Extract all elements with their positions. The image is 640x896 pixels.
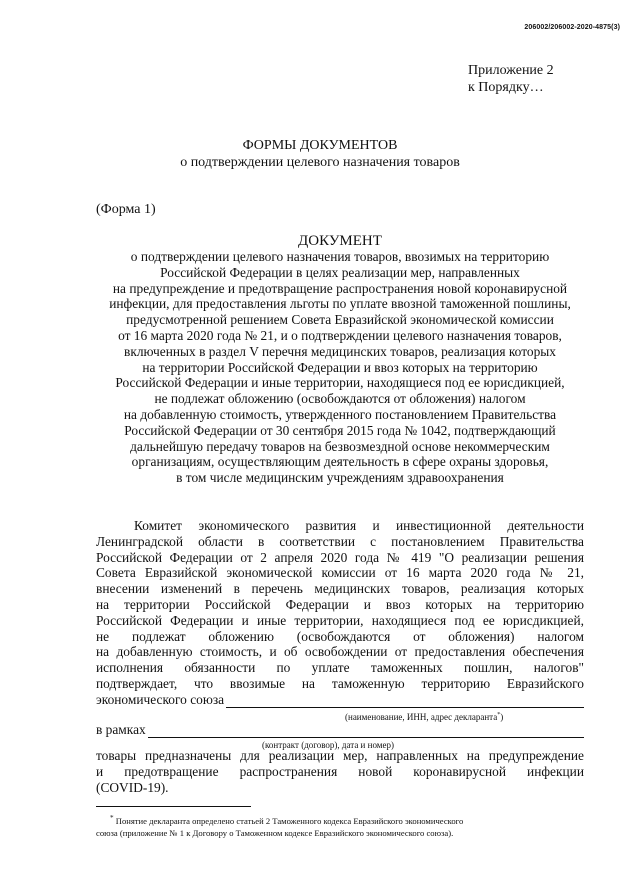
footnote-mark: * <box>497 712 501 718</box>
body-line: исполнения обязанности по уплате таможенных пошлин, налогов" <box>96 660 584 676</box>
forms-title-line-1: ФОРМЫ ДОКУМЕНТОВ <box>242 138 398 153</box>
footnote <box>96 812 588 839</box>
forms-title-line-2: о подтверждении целевого назначения товаров <box>180 155 460 170</box>
body-line: внесении изменений в перечень медицинских товаров, реализация которых <box>96 581 584 597</box>
footnote-asterisk: * <box>110 814 114 822</box>
subtitle-line: дальнейшую передачу товаров на безвозмездной основе некоммерческим <box>130 438 550 454</box>
body-line: Российской Федерации от 2 апреля 2020 года № 419 "О реализации решения <box>96 549 584 565</box>
union-label: экономического союза <box>96 692 225 707</box>
declarant-caption: (наименование, ИНН, адрес декларанта*) <box>345 712 504 722</box>
body-line: Комитет экономического развития и инвестиционной деятельности <box>134 518 584 533</box>
subtitle-line: Российской Федерации от 30 сентября 2015 года № 1042, подтверждающий <box>124 422 556 438</box>
body-line: на добавленную стоимость, и об освобождении от предоставления обеспечения <box>96 644 584 660</box>
body-line: Совета Евразийской экономической комиссии от 16 марта 2020 года № 21, <box>96 565 584 581</box>
subtitle-line: Российской Федерации и иные территории, находящиеся под ее юрисдикцией, <box>115 375 565 391</box>
subtitle-line: организациям, осуществляющим деятельность в сфере охраны здоровья, <box>131 454 549 470</box>
contract-fill-line[interactable] <box>148 724 584 738</box>
footnote-line-1: * Понятие декларанта определено статьей 2 Таможенного кодекса Евразийского экономического <box>110 814 464 826</box>
subtitle-line: не подлежат обложению (освобождаются от обложения) налогом <box>154 391 526 407</box>
annex-reference <box>468 62 554 96</box>
purpose-line: (COVID-19). <box>96 779 169 795</box>
subtitle-line: инфекции, для предоставления льготы по уплате ввозной таможенной пошлины, <box>109 296 571 312</box>
body-line: Ленинградской области в соответствии с постановлением Правительства <box>96 533 584 549</box>
body-line: подтверждает, что ввозимые на таможенную территорию Евразийского <box>96 675 584 691</box>
body-line: на территории Российской Федерации и ввоз которых на территорию <box>96 596 584 612</box>
subtitle-line: в том числе медицинским учреждениям здравоохранения <box>176 470 504 486</box>
contract-caption: (контракт (договор), дата и номер) <box>262 740 394 750</box>
purpose-line: и предотвращение распространения новой коронавирусной инфекции <box>96 763 584 779</box>
subtitle-line: на добавленную стоимость, утвержденного постановлением Правительства <box>123 406 557 422</box>
subtitle-line: Российской Федерации в целях реализации мер, направленных <box>160 264 520 280</box>
annex-line-2: к Порядку… <box>468 80 544 95</box>
footnote-line-2: союза (приложение № 1 к Договору о Таможенном кодексе Евразийского экономического союза). <box>96 827 454 838</box>
annex-line-1: Приложение 2 <box>468 63 554 78</box>
subtitle-line: от 16 марта 2020 года № 21, и о подтверждении целевого назначения товаров, <box>118 327 562 343</box>
subtitle-line: на предупреждение и предотвращение распространения новой коронавирусной <box>112 280 568 296</box>
document-heading: ДОКУМЕНТ <box>298 233 382 249</box>
contract-fill-row <box>96 722 584 738</box>
footnote-divider <box>96 806 251 807</box>
body-line: Российской Федерации и иные территории, находящиеся под ее юрисдикцией, <box>96 612 584 628</box>
subtitle-line: предусмотренной решением Совета Евразийской экономической комиссии <box>126 312 554 328</box>
purpose-paragraph <box>96 748 584 795</box>
document-registration-code: 206002/206002-2020-4875(3) <box>524 24 620 31</box>
subtitle-line: включенных в раздел V перечня медицинских товаров, реализация которых <box>124 343 556 359</box>
document-subtitle <box>0 249 640 486</box>
subtitle-line: на территории Российской Федерации и ввоз которых на территорию <box>142 359 538 375</box>
form-number: (Форма 1) <box>96 202 156 217</box>
purpose-line: товары предназначены для реализации мер, направленных на предупреждение <box>96 748 584 763</box>
body-paragraph <box>96 518 584 692</box>
declarant-fill-row <box>96 692 584 708</box>
within-label: в рамках <box>96 722 146 737</box>
declarant-fill-line[interactable] <box>226 694 584 708</box>
subtitle-line: о подтверждении целевого назначения товаров, ввозимых на территорию <box>130 249 550 264</box>
body-line: не подлежат обложению (освобождаются от обложения) налогом <box>96 628 584 644</box>
forms-title <box>0 137 640 171</box>
